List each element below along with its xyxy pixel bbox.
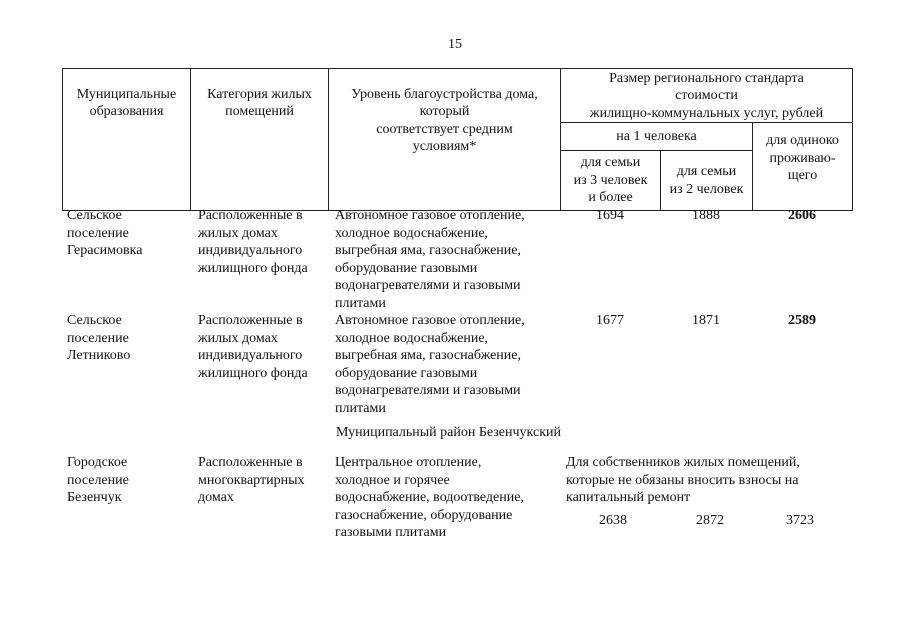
row-amenity: Автономное газовое отопление, холодное водоснабжение, выгребная яма, газоснабжение, оборудование газовыми водонагревателями и газовыми плитами bbox=[335, 313, 525, 416]
row-category: Расположенные в многоквартирных домах bbox=[198, 455, 305, 505]
row-category: Расположенные в жилых домах индивидуального жилищного фонда bbox=[198, 313, 308, 381]
header-family-3-plus: для семьи из 3 человек и более bbox=[561, 151, 661, 211]
header-category: Категория жилых помещений bbox=[191, 69, 329, 211]
row-value-single: 2589 bbox=[788, 313, 816, 328]
row-category: Расположенные в жилых домах индивидуального жилищного фонда bbox=[198, 208, 308, 276]
row-note: Для собственников жилых помещений, которые не обязаны вносить взносы на капитальный ремонт bbox=[566, 455, 800, 505]
row-value-family-2: 2872 bbox=[696, 513, 724, 528]
row-value-family-3-plus: 2638 bbox=[599, 513, 627, 528]
header-family-2: для семьи из 2 человек bbox=[661, 151, 753, 211]
page-number: 15 bbox=[448, 37, 462, 52]
standard-table-header bbox=[62, 68, 853, 211]
header-single: для одиноко проживаю- щего bbox=[753, 123, 853, 211]
row-value-single: 2606 bbox=[788, 208, 816, 223]
row-value-family-2: 1871 bbox=[692, 313, 720, 328]
row-value-family-2: 1888 bbox=[692, 208, 720, 223]
row-value-family-3-plus: 1677 bbox=[596, 313, 624, 328]
row-municipality: Сельское поселение Летниково bbox=[67, 313, 131, 363]
section-title: Муниципальный район Безенчукский bbox=[336, 425, 562, 440]
row-amenity: Центральное отопление, холодное и горячее водоснабжение, водоотведение, газоснабжение, оборудование газовыми плитами bbox=[335, 455, 524, 540]
row-municipality: Городское поселение Безенчук bbox=[67, 455, 129, 505]
row-amenity: Автономное газовое отопление, холодное водоснабжение, выгребная яма, газоснабжение, оборудование газовыми водонагревателями и газовыми плитами bbox=[335, 208, 525, 311]
row-municipality: Сельское поселение Герасимовка bbox=[67, 208, 143, 258]
header-standard-size: Размер регионального стандарта стоимости жилищно-коммунальных услуг, рублей bbox=[561, 69, 853, 123]
header-municipality: Муниципальные образования bbox=[63, 69, 191, 211]
header-per-person: на 1 человека bbox=[561, 123, 753, 151]
row-value-family-3-plus: 1694 bbox=[596, 208, 624, 223]
header-amenity-level: Уровень благоустройства дома, который соответствует средним условиям* bbox=[329, 69, 561, 211]
row-value-single: 3723 bbox=[786, 513, 814, 528]
